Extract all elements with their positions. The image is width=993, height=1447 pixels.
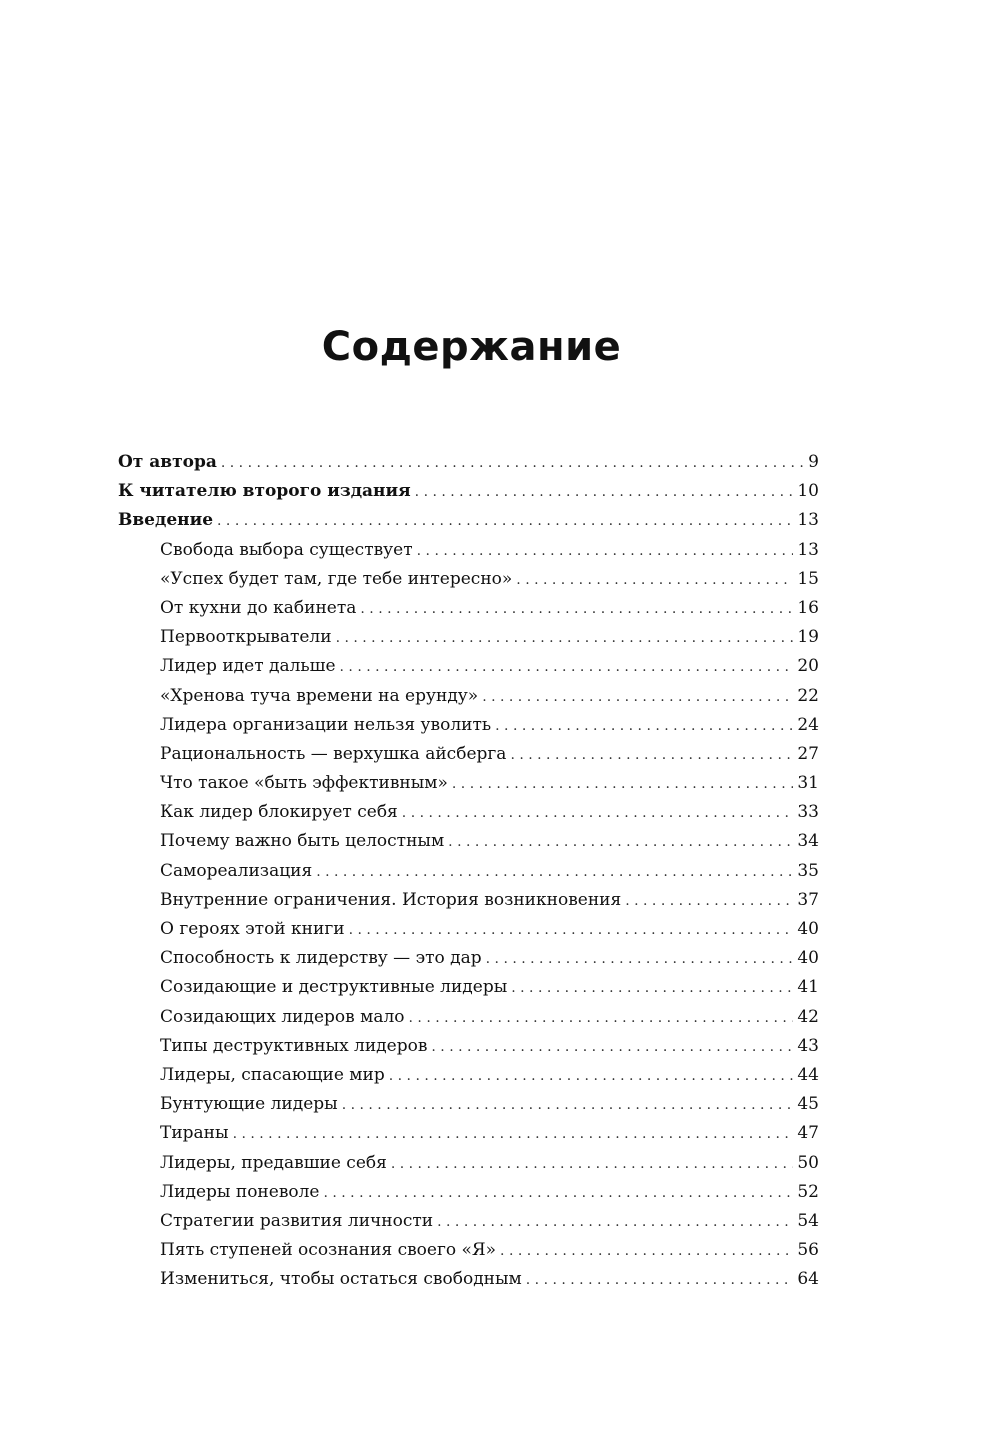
dot-leader xyxy=(316,858,793,887)
toc-page-number: 27 xyxy=(797,743,819,764)
toc-section-entry[interactable] xyxy=(118,1061,819,1090)
toc-section-entry[interactable] xyxy=(118,1178,819,1207)
dot-leader xyxy=(417,537,794,566)
toc-page-number: 37 xyxy=(797,889,819,910)
toc-section-entry[interactable] xyxy=(118,594,819,623)
dot-leader xyxy=(391,1150,794,1179)
toc-section-entry[interactable] xyxy=(118,740,819,769)
toc-section-entry[interactable] xyxy=(118,857,819,886)
toc-entry-title: Стратегии развития личности xyxy=(160,1210,434,1231)
toc-page-number: 13 xyxy=(797,510,819,531)
dot-leader xyxy=(340,653,794,682)
toc-section-entry[interactable] xyxy=(118,536,819,565)
dot-leader xyxy=(409,1004,794,1033)
dot-leader xyxy=(495,712,793,741)
toc-section-entry[interactable] xyxy=(118,711,819,740)
toc-page-number: 15 xyxy=(797,568,819,589)
toc-entry-title: Лидеры, предавшие себя xyxy=(160,1152,387,1173)
toc-section-entry[interactable] xyxy=(118,827,819,856)
dot-leader xyxy=(233,1120,794,1149)
toc-entry-title: Тираны xyxy=(160,1123,229,1144)
toc-entry-title: Измениться, чтобы остаться свободным xyxy=(160,1269,522,1290)
toc-chapter-entry[interactable] xyxy=(118,448,819,477)
dot-leader xyxy=(217,507,793,536)
toc-page-number: 20 xyxy=(797,656,819,677)
toc-page-number: 43 xyxy=(797,1035,819,1056)
dot-leader xyxy=(516,566,793,595)
toc-page-number: 22 xyxy=(797,685,819,706)
toc-section-entry[interactable] xyxy=(118,1003,819,1032)
toc-section-entry[interactable] xyxy=(118,623,819,652)
toc-section-entry[interactable] xyxy=(118,1119,819,1148)
toc-page-number: 52 xyxy=(797,1181,819,1202)
toc-section-entry[interactable] xyxy=(118,915,819,944)
dot-leader xyxy=(437,1208,793,1237)
toc-entry-title: Как лидер блокирует себя xyxy=(160,802,398,823)
toc-entry-title: Рациональность — верхушка айсберга xyxy=(160,743,507,764)
dot-leader xyxy=(625,887,793,916)
toc-section-entry[interactable] xyxy=(118,1207,819,1236)
dot-leader xyxy=(323,1179,793,1208)
toc-section-entry[interactable] xyxy=(118,652,819,681)
toc-page-number: 50 xyxy=(797,1152,819,1173)
toc-entry-title: «Хренова туча времени на ерунду» xyxy=(160,685,479,706)
toc-page-number: 45 xyxy=(797,1094,819,1115)
toc-section-entry[interactable] xyxy=(118,565,819,594)
toc-page-number: 54 xyxy=(797,1210,819,1231)
toc-entry-title: Что такое «быть эффективным» xyxy=(160,773,448,794)
toc-page-number: 9 xyxy=(808,452,819,472)
dot-leader xyxy=(452,770,793,799)
dot-leader xyxy=(500,1237,793,1266)
dot-leader xyxy=(336,624,794,653)
toc-page-number: 40 xyxy=(797,948,819,969)
toc-entry-title: Бунтующие лидеры xyxy=(160,1094,338,1115)
toc-entry-title: «Успех будет там, где тебе интересно» xyxy=(160,568,513,589)
toc-entry-title: Типы деструктивных лидеров xyxy=(160,1035,428,1056)
dot-leader xyxy=(486,945,794,974)
toc-entry-title: К читателю второго издания xyxy=(118,481,411,502)
toc-page-number: 44 xyxy=(797,1064,819,1085)
toc-page-number: 47 xyxy=(797,1123,819,1144)
toc-section-entry[interactable] xyxy=(118,798,819,827)
dot-leader xyxy=(221,449,804,478)
toc-entry-title: Почему важно быть целостным xyxy=(160,831,445,852)
dot-leader xyxy=(342,1091,794,1120)
toc-section-entry[interactable] xyxy=(118,1265,819,1294)
dot-leader xyxy=(389,1062,794,1091)
toc-entry-title: Введение xyxy=(118,510,214,531)
toc-page-number: 24 xyxy=(797,714,819,735)
toc-page-number: 10 xyxy=(797,481,819,502)
toc-chapter-entry[interactable] xyxy=(118,477,819,506)
toc-entry-title: О героях этой книги xyxy=(160,919,345,939)
dot-leader xyxy=(482,683,793,712)
dot-leader xyxy=(349,916,794,945)
toc-section-entry[interactable] xyxy=(118,1090,819,1119)
dot-leader xyxy=(526,1266,794,1295)
toc-entry-title: Пять ступеней осознания своего «Я» xyxy=(160,1240,497,1261)
toc-section-entry[interactable] xyxy=(118,1236,819,1265)
toc-page-number: 42 xyxy=(797,1006,819,1027)
toc-section-entry[interactable] xyxy=(118,1032,819,1061)
toc-entry-title: Лидера организации нельзя уволить xyxy=(160,714,492,735)
dot-leader xyxy=(448,828,793,857)
dot-leader xyxy=(360,595,793,624)
toc-entry-title: Способность к лидерству — это дар xyxy=(160,948,482,969)
toc-entry-title: Внутренние ограничения. История возникновения xyxy=(160,889,622,910)
toc-page-number: 13 xyxy=(797,539,819,560)
toc-entry-title: Лидер идет дальше xyxy=(160,656,336,677)
toc-entry-title: Первооткрыватели xyxy=(160,627,332,648)
toc-chapter-entry[interactable] xyxy=(118,506,819,535)
toc-entry-title: От автора xyxy=(118,452,217,472)
toc-page-number: 35 xyxy=(797,860,819,881)
dot-leader xyxy=(431,1033,793,1062)
table-of-contents xyxy=(118,448,819,1294)
toc-page-number: 34 xyxy=(797,831,819,852)
toc-entry-title: От кухни до кабинета xyxy=(160,597,357,618)
toc-section-entry[interactable] xyxy=(118,769,819,798)
dot-leader xyxy=(402,799,794,828)
toc-entry-title: Созидающих лидеров мало xyxy=(160,1006,405,1027)
dot-leader xyxy=(511,974,793,1003)
toc-section-entry[interactable] xyxy=(118,973,819,1002)
toc-page-number: 19 xyxy=(797,627,819,648)
dot-leader xyxy=(510,741,793,770)
toc-page-number: 16 xyxy=(797,597,819,618)
page-title: Содержание xyxy=(321,323,622,370)
toc-page-number: 56 xyxy=(797,1240,819,1261)
toc-page-number: 33 xyxy=(797,802,819,823)
toc-page-number: 40 xyxy=(797,919,819,939)
toc-entry-title: Лидеры, спасающие мир xyxy=(160,1064,385,1085)
toc-section-entry[interactable] xyxy=(118,886,819,915)
toc-entry-title: Созидающие и деструктивные лидеры xyxy=(160,977,508,998)
toc-entry-title: Лидеры поневоле xyxy=(160,1181,320,1202)
toc-entry-title: Свобода выбора существует xyxy=(160,539,413,560)
toc-entry-title: Самореализация xyxy=(160,860,313,881)
dot-leader xyxy=(415,478,794,507)
toc-section-entry[interactable] xyxy=(118,682,819,711)
toc-page-number: 41 xyxy=(797,977,819,998)
toc-section-entry[interactable] xyxy=(118,1149,819,1178)
toc-section-entry[interactable] xyxy=(118,944,819,973)
toc-page-number: 64 xyxy=(797,1269,819,1290)
toc-page-number: 31 xyxy=(797,773,819,794)
